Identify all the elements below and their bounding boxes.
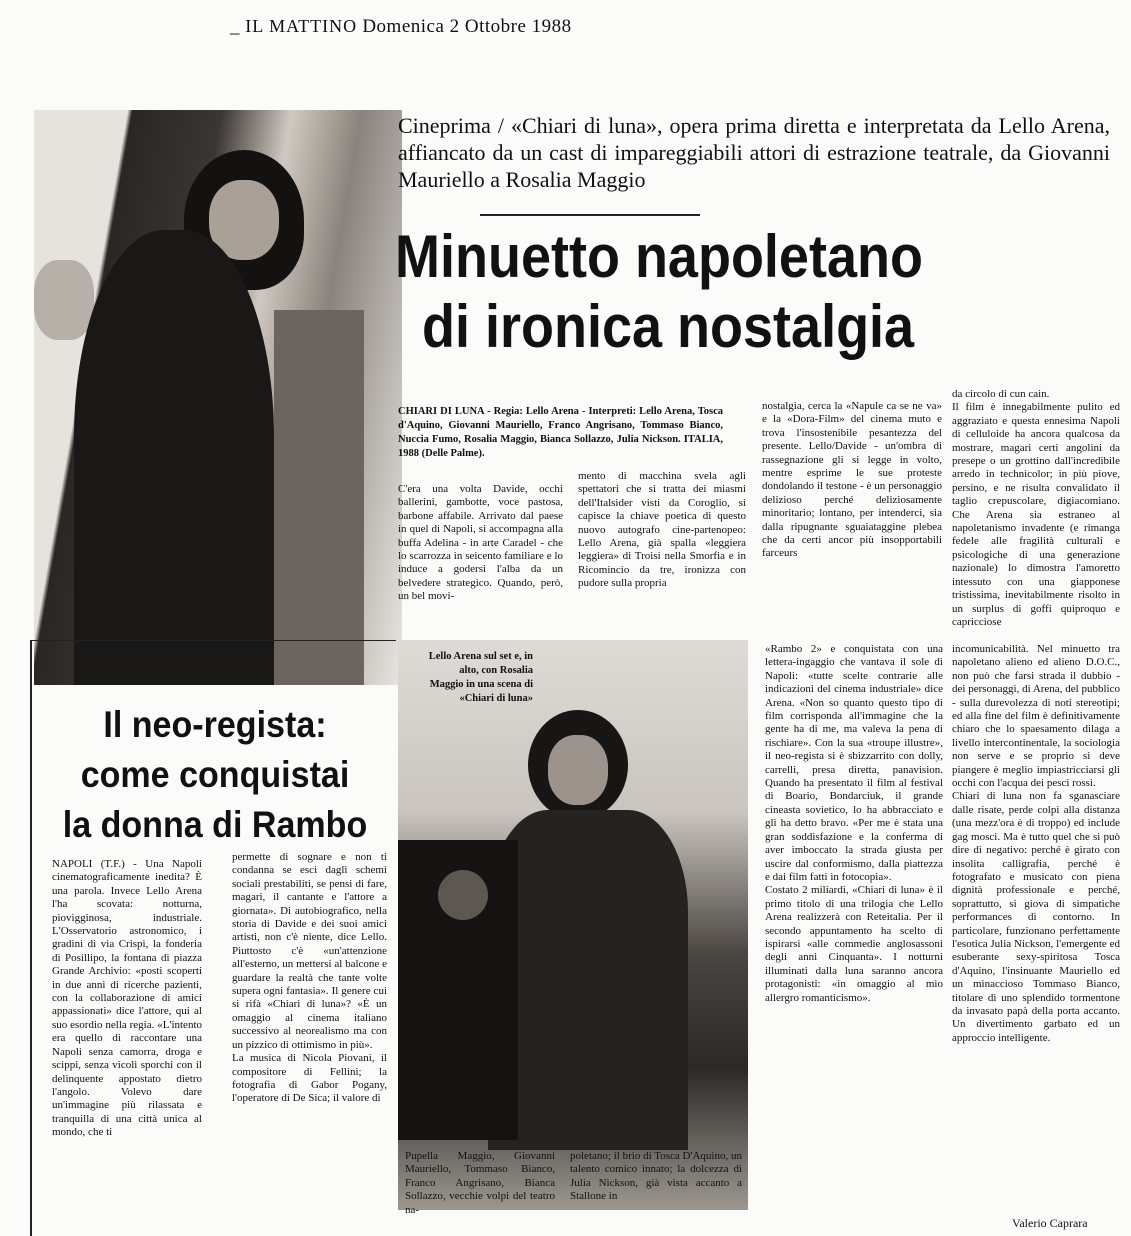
sidebar-column-5: «Rambo 2» e conquistata con una lettera-ingaggio che vantava il sole di Napoli: «tutte scelte contrarie alle indicazioni del cinema industriale» dice Arena. «Non so quanto questo tipo di film corrisponda all'immagine che la gente ha di me, ma valeva la pena di rischiare». Con la sua «troupe illustre», il neo-regista si è sbizzarrito con dolly, carrelli, presa diretta, panavision. Quando ha presentato il film al festival di Boario, Bondarciuk, il grande cineasta sovietico, lo ha abbracciato e gli ha detto bravo. «Per me è stata una gran soddisfazione e la conferma di aver imboccato la strada giusta per uscire dal conformismo, dalla piattezza e dai film fatti in fotocopia». Costato 2 miliardi, «Chiari di luna» è il primo titolo di una trilogia che Lello Arena realizzerà con Reteitalia. Per il secondo appuntamento ha scelto di ispirarsi «alle commedie anglosassoni degli anni Cinquanta». I notturni illuminati dalla luna saranno ancora protagonisti: «in omaggio al mio allergro romanticismo».: [765, 643, 943, 1004]
film-credits: CHIARI DI LUNA - Regia: Lello Arena - Interpreti: Lello Arena, Tosca d'Aquino, Giovanni Mauriello, Franco Angrisano, Tommaso Bianco, Nuccia Fumo, Rosalia Maggio, Bianca Sollazzo, Julia Nickson. ITALIA, 1988 (Delle Palme).: [398, 406, 723, 459]
sidebar-column-3: Pupella Maggio, Giovanni Mauriello, Tommaso Bianco, Franco Angrisano, Bianca Sollazzo, vecchie volpi del teatro na-: [405, 1150, 555, 1216]
article-column-3: nostalgia, cerca la «Napule ca se ne va» e la «Dora-Film» del cinema muto e trova l'insostenibile pesantezza del presente. Lello/Davide - un'ombra di rassegnazione gli si legge in volto, mentre esprime le sue proteste dondolando il testone - è un personaggio delizioso perché deliziosamente minoritario; lontano, per intenderci, sia dalla ripugnante sguaiataggine plebea che da certi ancor più insopportabili farceurs: [762, 400, 942, 560]
sidebar-column-1: NAPOLI (T.F.) - Una Napoli cinematograficamente inedita? È una parola. Invece Lello Arena l'ha scovata: notturna, piovigginosa, industriale. L'Osservatorio astronomico, i gradini di via Crispi, la fonderia di Posillipo, la fontana di piazza Grande Archivio: «posti scoperti in due anni di ricerche pazienti, con la collaborazione di amici appassionati» dice l'attore, qui al suo esordio nella regia. «L'intento era quello di raccontare una Napoli senza camorra, droga e scippi, senza vicoli sporchi con il delinquente appostato dietro l'angolo. Volevo dare un'immagine più rilassata e tranquilla di una città unica al mondo, che ti: [52, 858, 202, 1139]
sidebar-column-2: permette di sognare e non ti condanna se esci dagli schemi sociali prestabiliti, se pensi di fare, magari, il cantante e l'attore a giornata». Di autobiografico, nella storia di Davide e dei suoi amici artisti, non c'è niente, dice Lello. Piuttosto c'è «un'attenzione all'esterno, un mettersi al balcone e guardare la realtà che tante volte supera ogni fantasia». Il genere cui si rifà «Chiari di luna»? «È un omaggio al cinema italiano successivo al neorealismo ma con un pizzico di ottimismo in più». La musica di Nicola Piovani, il compositore di Fellini; la fotografia di Gabor Pogany, l'operatore di De Sica; il valore di: [232, 851, 387, 1105]
byline: Valerio Caprara: [1012, 1216, 1088, 1230]
newspaper-name: IL MATTINO: [245, 16, 358, 36]
article-column-2: mento di macchina svela agli spettatori che si tratta dei miasmi dell'Italsider visti da Coroglio, si capisce la chiave poetica di questo nuovo autografo cine-partenopeo: Lello Arena, già spalla «leggiera leggiera» di Troisi nella Smorfia e in Ricomincio da tre, ironizza con pudore sulla propria: [578, 470, 746, 590]
article-kicker: Cineprima / «Chiari di luna», opera prima diretta e interpretata da Lello Arena, affiancato da un cast di impareggiabili attori di estrazione teatrale, da Giovanni Mauriello a Rosalia Maggio: [398, 113, 1110, 192]
photo-caption: Lello Arena sul set e, in alto, con Rosalia Maggio in una scena di «Chiari di luna»: [428, 651, 533, 704]
headline-line-2: di ironica nostalgia: [422, 293, 915, 360]
headline: [395, 222, 1048, 362]
subhead-line-1: Il neo-regista:: [103, 704, 327, 745]
sidebar-column-4: poletano; il brio di Tosca D'Aquino, un talento comico innato; la dolcezza di Julia Nickson, già vista accanto a Stallone in: [570, 1150, 742, 1203]
sidebar-border-top: [30, 640, 396, 641]
subhead-line-2: come conquistai: [80, 754, 350, 795]
article-column-5: incomunicabilità. Nel minuetto tra napoletano alieno ed alieno D.O.C., non può che farsi strada il dubbio - dei personaggi, di Arena, del pubblico - sulla durevolezza di noti stereotipi; ed alla fine del film è definitivamente chiaro che lo spaesamento dilaga a livello intercontinentale, la sociologia non serve e se proprio si deve piangere è meglio impiastricciarsi gli occhi con l'acqua dei pesci rossi. Chiari di luna non fa sganasciare dalle risate, perde colpi alla distanza (una mezz'ora è di troppo) ed include gag mosci. Ma è tutto quel che si può dire di negativo: perché è girato con insolita calligrafia, perché è fotografato e musicato con piena dignità professionale e perché, soprattutto, si giova di simpatiche performances di contorno. In particolare, funzionano perfettamente l'esotica Julia Nickson, l'emergente ed esuberante sexy-spiritosa Tosca d'Aquino, l'insinuante Mauriello ed un minaccioso Tommaso Bianco, titolare di uno splendido tormentone da invasato papà della porta accanto. Un divertimento garbato ed un approccio intelligente.: [952, 643, 1120, 1044]
issue-date: Domenica 2 Ottobre 1988: [362, 16, 572, 37]
headline-line-1: Minuetto napoletano: [395, 223, 923, 290]
sidebar-subhead: [54, 700, 376, 850]
photo-arena-on-set: [398, 640, 748, 1210]
photo-arena-maggio: [34, 110, 402, 685]
decorative-rule: [480, 214, 700, 216]
masthead-prefix: _: [230, 16, 240, 37]
article-column-4: da circolo di cun cain. Il film è innegabilmente pulito ed aggraziato e questa ennesima Napoli di celluloide ha ancora qualcosa da mostrare, magari certi angolini da presepe o un grottino dall'incredibile arredo in technicolor; in più piove, persino, e ne risulta convalidato il taglio crepuscolare, digiacomiano. Che Arena sia estraneo al napoletanismo invadente (e rimanga fedele alle fragilità culturali e psicologiche di una generazione nazionale) lo dimostra l'amoretto intessuto con una giapponese tristissima, inevitabilmente risolto in un surplus di goffi quiproquo e capricciose: [952, 388, 1120, 628]
article-column-1: C'era una volta Davide, occhi ballerini, gambotte, voce pastosa, barbone affabile. Arrivato dal paese in quel di Napoli, si accompagna alla buffa Adelina - in arte Caradel - che lo scarrozza in seicento familiare e lo induce a godersi l'alba da un belvedere strategico. Quando, però, un bel movi-: [398, 483, 563, 603]
sidebar-border-left: [30, 640, 32, 1236]
masthead: [230, 16, 572, 38]
subhead-line-3: la donna di Rambo: [62, 804, 368, 845]
